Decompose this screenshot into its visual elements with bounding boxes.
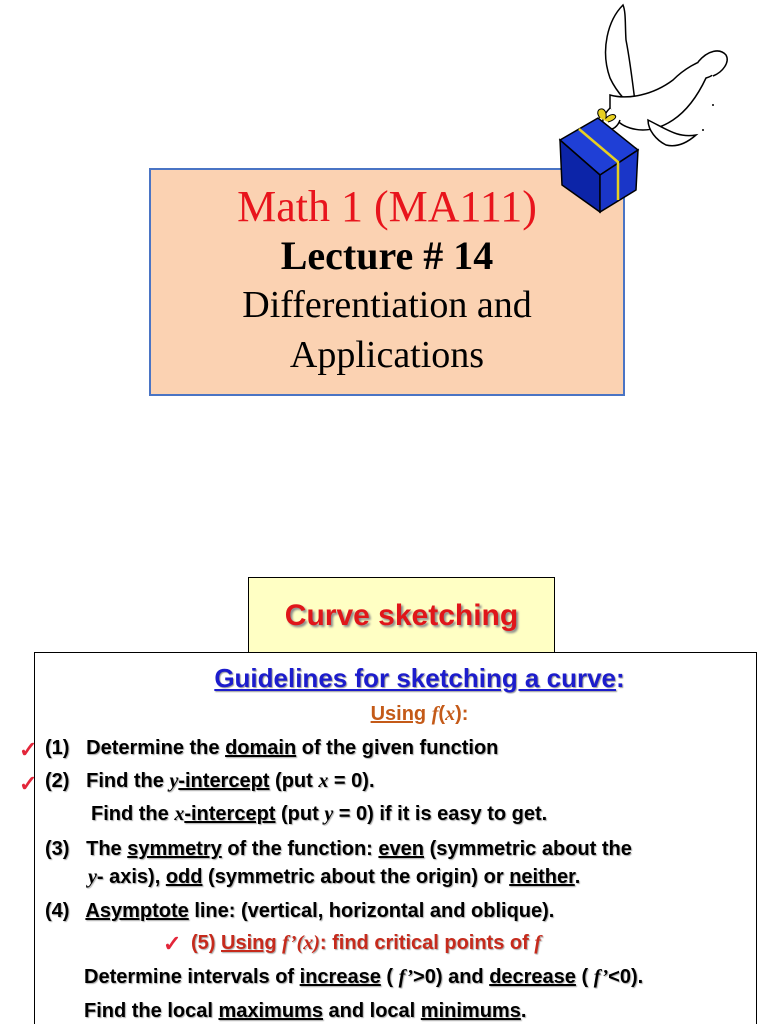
item-keyword: symmetry (127, 838, 222, 860)
var-symbol: x (174, 803, 185, 825)
using-word: Using (370, 703, 427, 725)
item-text: of the function: (227, 838, 373, 860)
item-text: Find the local (84, 1000, 213, 1022)
item-text: The (86, 838, 122, 860)
item-keyword: odd (165, 866, 203, 888)
item-text: ( (386, 966, 394, 988)
guidelines-box (19, 652, 757, 1024)
item-number: (3) (45, 838, 70, 860)
item-keyword: domain (225, 737, 297, 759)
check-mark-icon: ✓ (163, 931, 182, 956)
fn-symbol: f (534, 932, 542, 954)
item-text: ( (581, 966, 589, 988)
item-number: (4) (45, 900, 70, 922)
dove-gift-illustration (548, 0, 768, 220)
item-text: Find the (86, 770, 164, 792)
var-symbol: y (169, 770, 179, 792)
var-symbol: x (445, 703, 456, 725)
guidelines-title-colon: : (616, 663, 625, 693)
item-text: (put (281, 803, 319, 825)
item-text: Determine the (86, 737, 220, 759)
item-keyword: -intercept (178, 770, 270, 792)
using-fx-heading (58, 703, 768, 726)
item-keyword: even (378, 838, 425, 860)
item-text: (put (275, 770, 313, 792)
item-text: (symmetric about the (429, 838, 632, 860)
fn-symbol: f’(x) (282, 932, 320, 954)
item-5c (84, 1000, 526, 1023)
check-mark-icon: ✓ (19, 737, 38, 762)
item-keyword: maximums (218, 1000, 323, 1022)
fn-symbol: f’ (398, 966, 414, 988)
item-keyword: -intercept (184, 803, 276, 825)
subject-line-1: Differentiation and (242, 284, 532, 326)
item-4 (45, 900, 554, 923)
item-text: of the given function (301, 737, 499, 759)
item-text: - axis), (96, 866, 161, 888)
subject-line-2: Applications (289, 334, 485, 376)
item-keyword: neither (509, 866, 575, 888)
item-2b (91, 803, 547, 826)
guidelines-title (58, 663, 768, 694)
item-keyword: increase (299, 966, 381, 988)
section-heading: Curve sketching (248, 577, 555, 653)
item-text: <0). (608, 966, 644, 988)
paren-open: ( (438, 703, 446, 725)
var-symbol: y (324, 803, 334, 825)
item-text: Determine intervals of (84, 966, 295, 988)
lecture-number: Lecture # 14 (280, 233, 494, 278)
fn-symbol: f (431, 703, 439, 725)
var-symbol: y (88, 866, 97, 888)
item-keyword: Asymptote (85, 900, 189, 922)
item-2 (45, 770, 375, 793)
item-text: = 0) if it is easy to get. (338, 803, 548, 825)
var-symbol: x (318, 770, 329, 792)
item-text: and local (328, 1000, 416, 1022)
check-mark-icon: ✓ (19, 771, 38, 796)
item-text: . (574, 866, 581, 888)
item-text: = 0). (333, 770, 375, 792)
item-3 (45, 838, 632, 861)
fn-symbol: f’ (593, 966, 609, 988)
item-text: . (520, 1000, 527, 1022)
item-number: (2) (45, 770, 70, 792)
item-keyword: decrease (489, 966, 576, 988)
item-number: (1) (45, 737, 70, 759)
item-text: >0) and (413, 966, 484, 988)
paren-close: ): (455, 703, 469, 725)
item-text: (symmetric about the origin) or (208, 866, 504, 888)
item-keyword: minimums (420, 1000, 521, 1022)
guidelines-title-text: Guidelines for sketching a curve (214, 663, 616, 693)
item-text: : find critical points of (319, 932, 529, 954)
item-text: Find the (91, 803, 169, 825)
item-text: line: (vertical, horizontal and oblique). (194, 900, 555, 922)
item-number: (5) (191, 932, 216, 954)
item-1 (45, 737, 498, 760)
course-title: Math 1 (MA111) (237, 182, 537, 231)
item-keyword: Using (221, 932, 277, 954)
item-5 (191, 932, 541, 955)
item-3b (88, 866, 580, 889)
item-5b (84, 966, 643, 989)
